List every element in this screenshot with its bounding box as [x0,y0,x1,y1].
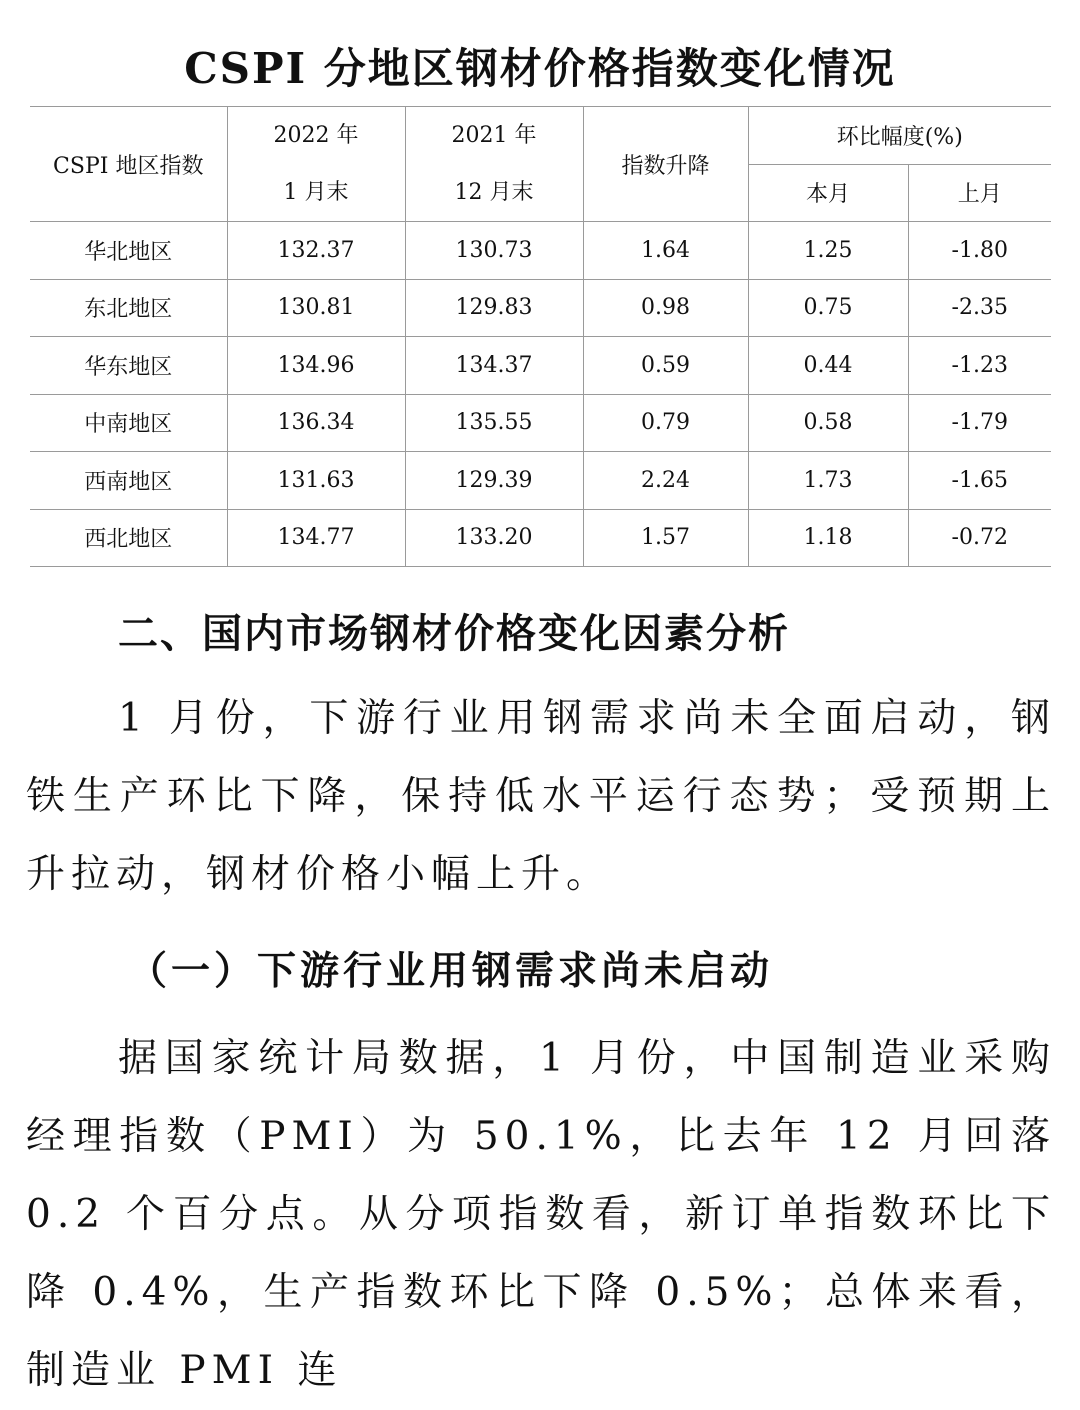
cell-2022: 132.37 [227,222,405,280]
cell-this-month: 0.58 [748,394,908,452]
cell-this-month: 0.75 [748,279,908,337]
cell-region: 西北地区 [30,509,227,567]
table-row [30,222,1051,280]
cell-2022: 131.63 [227,452,405,510]
cell-region: 中南地区 [30,394,227,452]
cell-last-month: -1.23 [908,337,1051,395]
cell-2021: 129.83 [405,279,583,337]
cell-region: 东北地区 [30,279,227,337]
paragraph-1: 1 月份，下游行业用钢需求尚未全面启动，钢铁生产环比下降，保持低水平运行态势；受预期上升拉动，钢材价格小幅上升。 [26,696,1056,897]
cell-2022: 134.96 [227,337,405,395]
cell-2022: 136.34 [227,394,405,452]
cell-last-month: -0.72 [908,509,1051,567]
cell-region: 华北地区 [30,222,227,280]
cell-change: 2.24 [583,452,748,510]
cell-change: 0.98 [583,279,748,337]
header-2022-year: 2022 年 [273,123,359,148]
cell-last-month: -1.80 [908,222,1051,280]
header-region: CSPI 地区指数 [30,107,227,222]
header-2022 [227,107,405,222]
header-change: 指数升降 [583,107,748,222]
table-row [30,337,1051,395]
cell-2021: 129.39 [405,452,583,510]
table-row [30,279,1051,337]
cell-this-month: 1.25 [748,222,908,280]
header-2021-month: 12 月末 [454,180,534,205]
cell-region: 华东地区 [30,337,227,395]
table-row [30,452,1051,510]
cell-2021: 133.20 [405,509,583,567]
subsection-heading: （一）下游行业用钢需求尚未启动 [128,948,774,994]
cell-2021: 134.37 [405,337,583,395]
header-2022-month: 1 月末 [283,180,349,205]
cell-change: 0.59 [583,337,748,395]
cell-region: 西南地区 [30,452,227,510]
header-mom: 环比幅度(%) [748,107,1051,165]
cell-last-month: -2.35 [908,279,1051,337]
cell-change: 1.57 [583,509,748,567]
cell-this-month: 0.44 [748,337,908,395]
cell-this-month: 1.73 [748,452,908,510]
cell-this-month: 1.18 [748,509,908,567]
cell-change: 0.79 [583,394,748,452]
cell-2022: 130.81 [227,279,405,337]
section-heading: 二、国内市场钢材价格变化因素分析 [118,610,790,657]
cspi-region-table [30,106,1051,567]
cell-change: 1.64 [583,222,748,280]
cell-2022: 134.77 [227,509,405,567]
header-this-month: 本月 [748,164,908,222]
header-2021 [405,107,583,222]
cell-last-month: -1.65 [908,452,1051,510]
table-row [30,509,1051,567]
header-2021-year: 2021 年 [451,123,537,148]
paragraph-2: 据国家统计局数据，1 月份，中国制造业采购经理指数（PMI）为 50.1%，比去年 12 月回落 0.2 个百分点。从分项指数看，新订单指数环比下降 0.4%，生产指数环比下降 0.5%；总体来看，制造业 PMI 连 [26,1036,1056,1393]
cell-2021: 130.73 [405,222,583,280]
table-row [30,394,1051,452]
table-title: CSPI 分地区钢材价格指数变化情况 [184,44,896,93]
header-last-month: 上月 [908,164,1051,222]
cell-last-month: -1.79 [908,394,1051,452]
cell-2021: 135.55 [405,394,583,452]
